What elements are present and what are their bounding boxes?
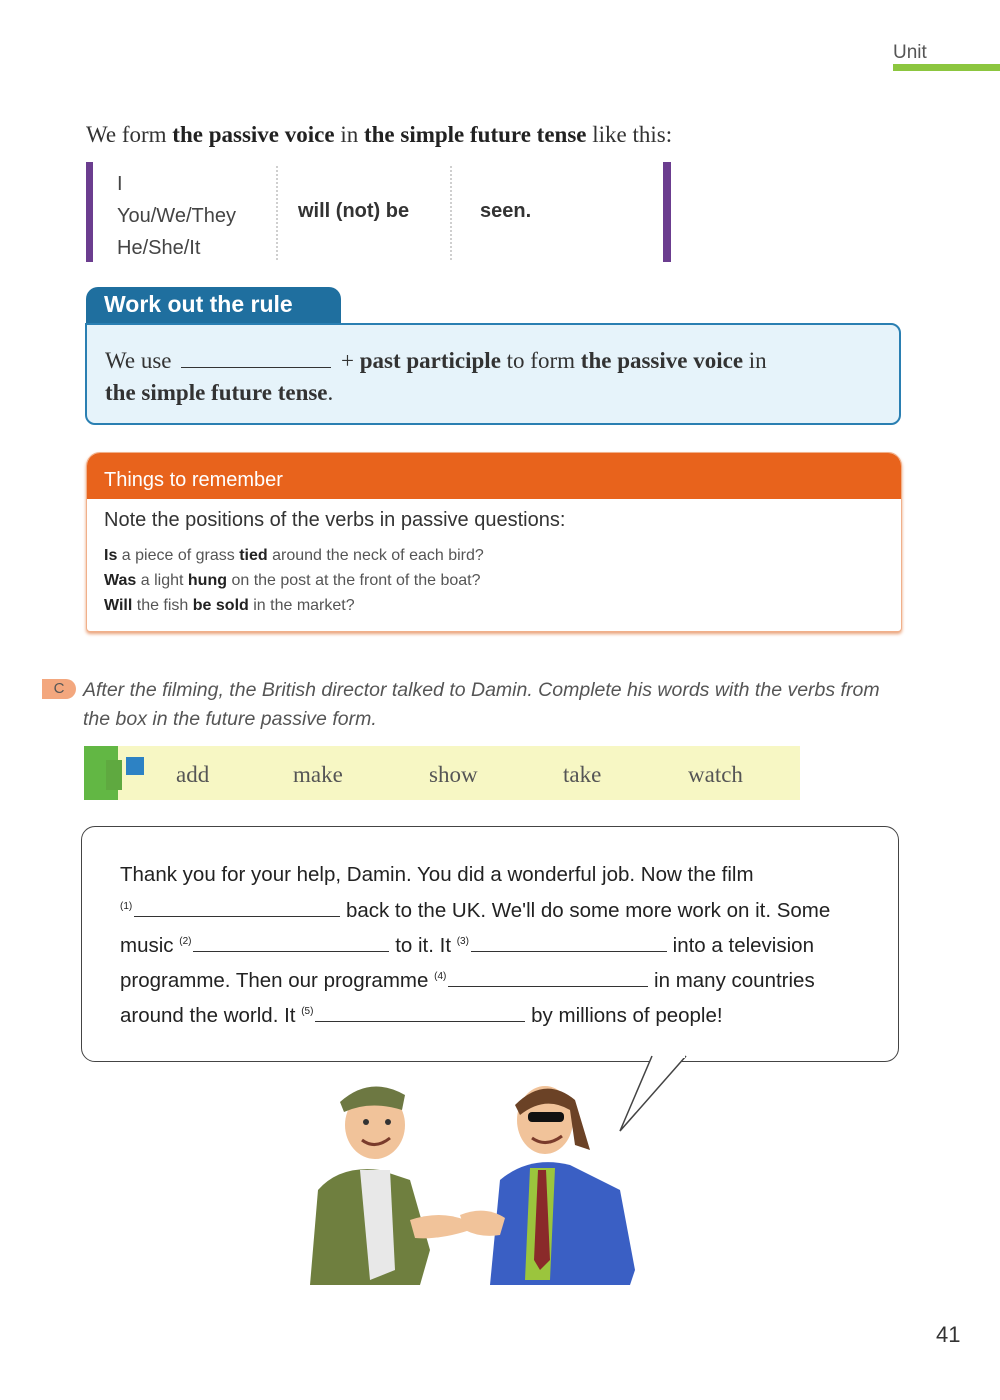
bubble-line-3: music $^{(2)}$ to it. It $^{(3)}$ into a television bbox=[120, 934, 814, 957]
word-box-icon-square bbox=[126, 757, 144, 775]
table-left-bar bbox=[86, 162, 93, 262]
remember-box bbox=[86, 452, 902, 632]
remember-examples bbox=[104, 543, 484, 618]
exercise-letter-badge: C bbox=[42, 679, 76, 699]
subject-he-she-it: He/She/It bbox=[117, 237, 201, 259]
auxiliary-cell: will (not) be bbox=[298, 200, 410, 222]
word-watch: watch bbox=[688, 762, 743, 787]
rule-line-1: We use + past participle to form the passive voice in bbox=[105, 348, 767, 373]
bubble-line-5: around the world. It $^{(5)}$ by millions of people! bbox=[120, 1004, 723, 1027]
bubble-line-4: programme. Then our programme $^{(4)}$ in many countries bbox=[120, 969, 815, 992]
grammar-table bbox=[86, 162, 672, 262]
rule-blank[interactable] bbox=[181, 349, 331, 368]
rule-title: Work out the rule bbox=[86, 287, 341, 325]
answer-blank-2[interactable] bbox=[193, 933, 389, 952]
rule-box bbox=[85, 323, 901, 425]
remember-title: Things to remember bbox=[87, 453, 901, 499]
unit-accent-bar bbox=[893, 64, 1000, 71]
bubble-line-1: Thank you for your help, Damin. You did a wonderful job. Now the film bbox=[120, 863, 754, 886]
word-add: add bbox=[176, 762, 210, 787]
rule-line-2: the simple future tense. bbox=[105, 380, 334, 405]
man-right-figure bbox=[490, 1086, 635, 1285]
page-number: 41 bbox=[936, 1322, 961, 1347]
handshake bbox=[410, 1211, 505, 1239]
answer-blank-1[interactable] bbox=[134, 898, 340, 917]
man-left-figure bbox=[310, 1086, 430, 1285]
unit-label: Unit bbox=[893, 42, 927, 63]
word-take: take bbox=[563, 762, 602, 787]
example-sentence: Will the fish be sold in the market? bbox=[104, 597, 355, 614]
word-make: make bbox=[293, 762, 343, 787]
handshake-illustration bbox=[300, 1070, 660, 1285]
answer-blank-4[interactable] bbox=[448, 968, 648, 987]
column-divider bbox=[450, 166, 452, 260]
remember-note: Note the positions of the verbs in passive questions: bbox=[104, 509, 566, 531]
column-divider bbox=[276, 166, 278, 260]
subject-column bbox=[117, 168, 236, 264]
intro-sentence: We form the passive voice in the simple future tense like this: bbox=[86, 122, 673, 147]
subject-you-we-they: You/We/They bbox=[117, 205, 236, 227]
exercise-instruction: After the filming, the British director talked to Damin. Complete his words with the verbs from the box in the future passive form. bbox=[83, 679, 880, 730]
subject-i: I bbox=[117, 173, 123, 195]
bubble-line-2: $^{(1)}$ back to the UK. We'll do some more work on it. Some bbox=[120, 899, 831, 922]
answer-blank-3[interactable] bbox=[471, 933, 667, 952]
answer-blank-5[interactable] bbox=[315, 1003, 525, 1022]
word-box-icon-block bbox=[106, 760, 122, 790]
word-show: show bbox=[429, 762, 478, 787]
participle-cell: seen. bbox=[480, 200, 532, 222]
example-sentence: Was a light hung on the post at the front of the boat? bbox=[104, 572, 481, 589]
example-sentence: Is a piece of grass tied around the neck of each bird? bbox=[104, 547, 484, 564]
table-right-bar bbox=[663, 162, 671, 262]
